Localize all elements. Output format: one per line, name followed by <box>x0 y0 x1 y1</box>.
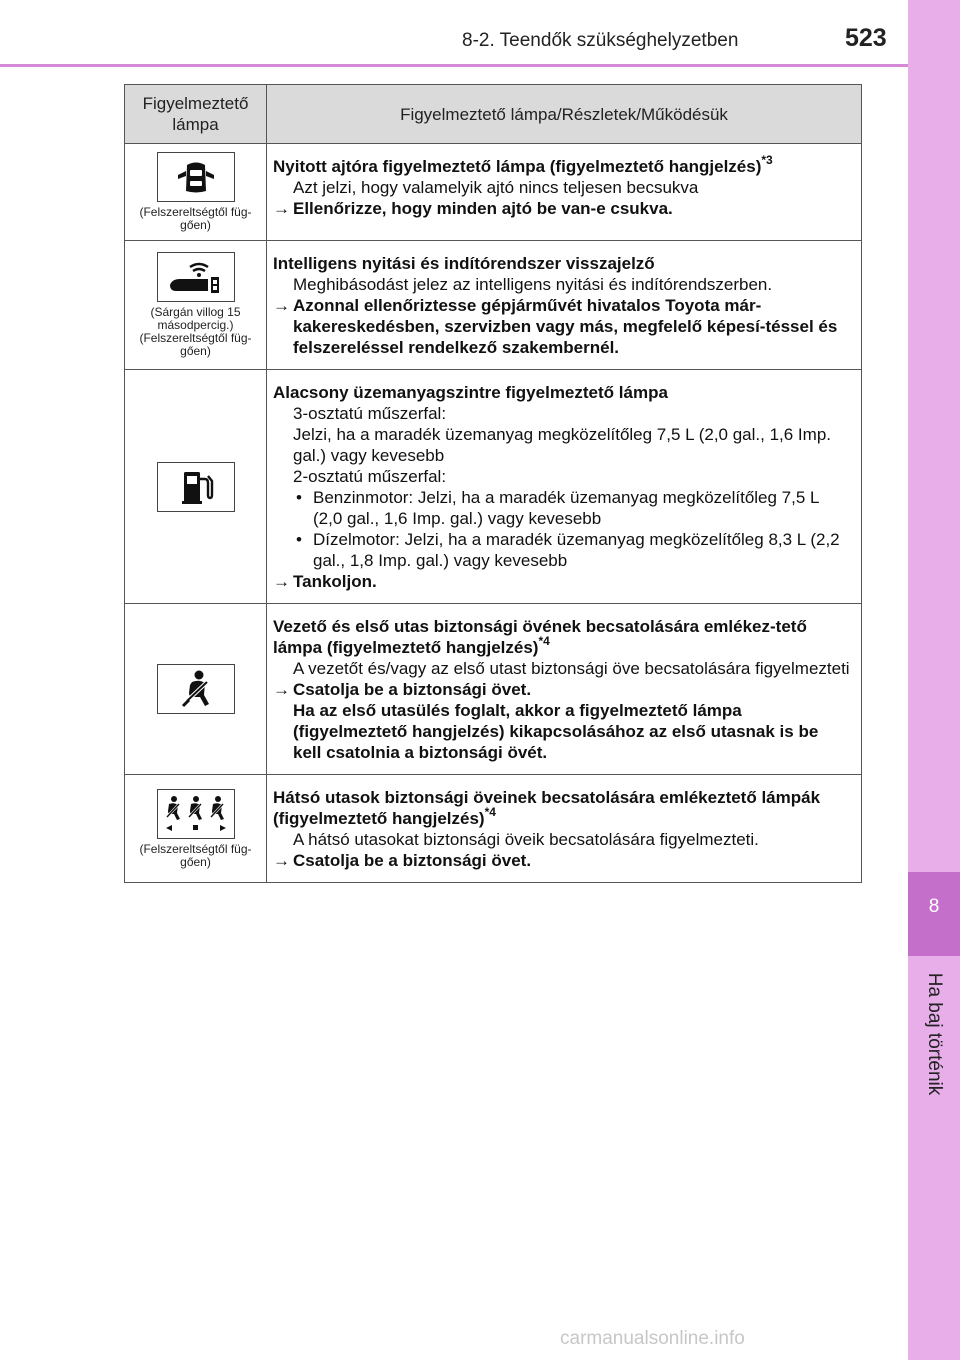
icon-cell <box>125 370 267 604</box>
icon-cell <box>125 775 267 883</box>
icon-note: (Felszereltségtől füg-gően) <box>139 205 252 232</box>
dashboard-type-3: 3-osztatú műszerfal: <box>293 404 447 423</box>
warning-description: Jelzi, ha a maradék üzemanyag megközelítőleg 7,5 L (2,0 gal., 1,6 Imp. gal.) vagy kevesebb <box>293 425 831 465</box>
warning-action: → Tankoljon. <box>273 572 377 591</box>
warning-action-extra: Ha az első utasülés foglalt, akkor a figyelmeztető lámpa (figyelmeztető hangjelzés) kikapcsolásához az első utasnak is be kell csatolnia a biztonsági övét. <box>293 701 819 762</box>
description-cell <box>267 241 862 370</box>
warning-description: A vezetőt és/vagy az első utast biztonsági öve becsatolására figyelmezteti <box>293 659 850 678</box>
warning-description: Azt jelzi, hogy valamelyik ajtó nincs teljesen becsukva <box>293 178 699 197</box>
watermark: carmanualsonline.info <box>560 1328 745 1349</box>
chapter-number: 8 <box>928 896 940 917</box>
rear-seatbelts-icon <box>157 789 235 839</box>
col-header-details: Figyelmeztető lámpa/Részletek/Működésük <box>267 85 862 144</box>
warning-title: Nyitott ajtóra figyelmeztető lámpa (figyelmeztető hangjelzés)$^{*3}$ <box>273 153 773 176</box>
col-header-lamp: Figyelmeztető lámpa <box>125 85 267 144</box>
section-title: 8-2. Teendők szükséghelyzetben <box>462 30 739 51</box>
table-row <box>125 241 862 370</box>
table-row <box>125 144 862 241</box>
list-item: • Dízelmotor: Jelzi, ha a maradék üzemanyag megközelítőleg 8,3 L (2,2 gal., 1,8 Imp. gal.) vagy kevesebb <box>296 530 840 570</box>
description-cell <box>267 144 862 241</box>
warning-action: → Azonnal ellenőriztesse gépjárművét hivatalos Toyota már-kakereskedésben, szervizben vagy más, megfelelő képesí-téssel és felszereléssel rendelkező szakembernél. <box>273 296 838 357</box>
list-item: • Benzinmotor: Jelzi, ha a maradék üzemanyag megközelítőleg 7,5 L (2,0 gal., 1,6 Imp. gal.) vagy kevesebb <box>296 488 819 528</box>
dashboard-type-2: 2-osztatú műszerfal: <box>293 467 447 486</box>
warning-title: Vezető és első utas biztonsági övének becsatolására emlékez-tető lámpa (figyelmeztető hangjelzés)$^{*4}$ <box>273 617 807 657</box>
fuel-pump-icon <box>157 462 235 512</box>
warning-title: Alacsony üzemanyagszintre figyelmeztető lámpa <box>273 383 668 402</box>
warning-lights-table <box>124 84 862 883</box>
warning-action: → Ellenőrizze, hogy minden ajtó be van-e csukva. <box>273 199 673 218</box>
warning-title: Intelligens nyitási és indítórendszer visszajelző <box>273 254 655 273</box>
icon-note: (Felszereltségtől füg-gően) <box>139 841 252 869</box>
footnote-ref: *4 <box>484 805 496 819</box>
door-open-icon <box>157 152 235 202</box>
icon-cell <box>125 144 267 241</box>
warning-description: Meghibásodást jelez az intelligens nyitási és indítórendszerben. <box>293 275 773 294</box>
table-header-row <box>125 85 862 144</box>
page-number: 523 <box>845 24 887 52</box>
icon-cell <box>125 241 267 370</box>
chapter-label: Ha baj történik <box>924 972 945 1096</box>
warning-action: → Csatolja be a biztonsági övet. <box>273 851 532 870</box>
icon-cell <box>125 604 267 775</box>
icon-note: (Sárgán villog 15 másodpercig.) (Felszereltségtől füg-gően) <box>139 305 252 358</box>
table-row <box>125 604 862 775</box>
warning-description: A hátsó utasokat biztonsági öveik becsatolására figyelmezteti. <box>293 830 759 849</box>
footnote-ref: *4 <box>538 634 550 648</box>
header-rule <box>0 64 908 67</box>
page-header <box>0 0 908 64</box>
description-cell <box>267 775 862 883</box>
smart-entry-key-icon <box>157 252 235 302</box>
warning-action: → Csatolja be a biztonsági övet. <box>273 680 532 699</box>
seatbelt-icon <box>157 664 235 714</box>
description-cell <box>267 604 862 775</box>
warning-title: Hátsó utasok biztonsági öveinek becsatolására emlékeztető lámpák (figyelmeztető hangjelzés)$^{*4}$ <box>273 788 821 828</box>
description-cell <box>267 370 862 604</box>
chapter-side-tab <box>908 0 960 1360</box>
table-row <box>125 775 862 883</box>
footnote-ref: *3 <box>761 153 773 167</box>
table-row <box>125 370 862 604</box>
